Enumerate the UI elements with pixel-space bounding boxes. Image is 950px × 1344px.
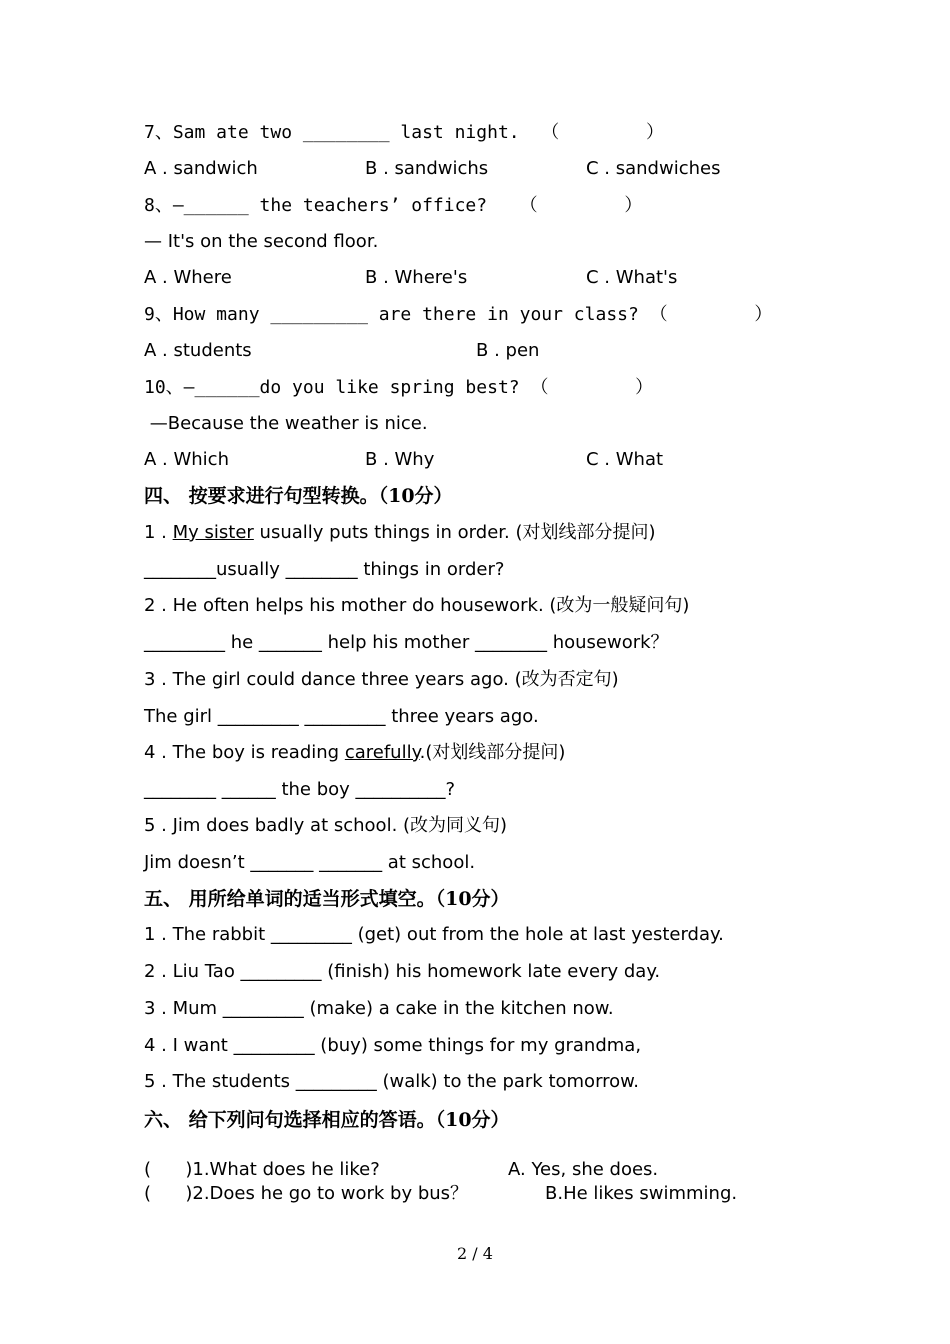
section-4-answer-1: ________usually ________ things in order? [144,559,505,580]
section-4-item-3: 3 . The girl could dance three years ago. (改为否定句) [144,669,619,690]
section-6-answer-a: A. Yes, she does. [508,1159,659,1180]
question-8-stem: 8、—______ the teachers’ office? （ ） [144,195,643,216]
section-4-item-5: 5 . Jim does badly at school. (改为同义句) [144,815,508,836]
section-6-question-2: ( )2.Does he go to work by bus？ [144,1183,469,1204]
section-5-item-5: 5 . The students _________ (walk) to the park tomorrow. [144,1071,639,1092]
item-text: 4 . The boy is reading [144,742,345,763]
question-7-option-a: A . sandwich [144,158,258,179]
question-10-option-b: B . Why [365,449,435,470]
question-10-option-c: C . What [586,449,664,470]
item-text: usually puts things in order. (对划线部分提问) [253,522,656,543]
question-8-reply: — It's on the second floor. [144,231,379,252]
question-8-option-c: C . What's [586,267,678,288]
section-4-answer-2: _________ he _______ help his mother ________ housework？ [144,632,669,653]
section-4-item-2: 2 . He often helps his mother do housework. (改为一般疑问句) [144,595,690,616]
section-4-item-1 [144,522,656,544]
question-9-option-a: A . students [144,340,252,361]
section-6-answer-b: B.He likes swimming. [545,1183,738,1204]
question-8-option-b: B . Where's [365,267,468,288]
question-9-stem: 9、How many _________ are there in your class? （ ） [144,304,773,325]
underlined-phrase: carefully [344,742,420,763]
page-number: 2 / 4 [457,1244,493,1263]
item-text: 1 . [144,522,173,543]
section-5-title: 五、 用所给单词的适当形式填空。（10分） [144,888,510,910]
section-5-item-1: 1 . The rabbit _________ (get) out from the hole at last yesterday. [144,924,724,945]
question-7-option-b: B . sandwichs [365,158,489,179]
item-text: .(对划线部分提问) [419,742,566,763]
section-5-item-4: 4 . I want _________ (buy) some things for my grandma, [144,1035,642,1056]
section-4-answer-3: The girl _________ _________ three years ago. [144,706,539,727]
question-10-stem: 10、—______do you like spring best? （ ） [144,377,654,398]
section-4-answer-4: ________ ______ the boy __________? [144,779,456,800]
section-4-title: 四、 按要求进行句型转换。（10分） [144,485,453,507]
question-10-option-a: A . Which [144,449,229,470]
question-7-option-c: C . sandwiches [586,158,721,179]
section-4-answer-5: Jim doesn’t _______ _______ at school. [144,852,476,873]
section-6-question-1: ( )1.What does he like? [144,1159,380,1180]
question-7-stem: 7、Sam ate two ________ last night. （ ） [144,122,664,143]
section-4-item-4 [144,742,565,764]
section-5-item-2: 2 . Liu Tao _________ (finish) his homework late every day. [144,961,661,982]
question-10-reply: —Because the weather is nice. [144,413,428,434]
underlined-phrase: My sister [172,522,254,543]
section-6-title: 六、 给下列问句选择相应的答语。（10分） [144,1109,510,1131]
question-9-option-b: B . pen [476,340,540,361]
section-5-item-3: 3 . Mum _________ (make) a cake in the kitchen now. [144,998,614,1019]
question-8-option-a: A . Where [144,267,232,288]
